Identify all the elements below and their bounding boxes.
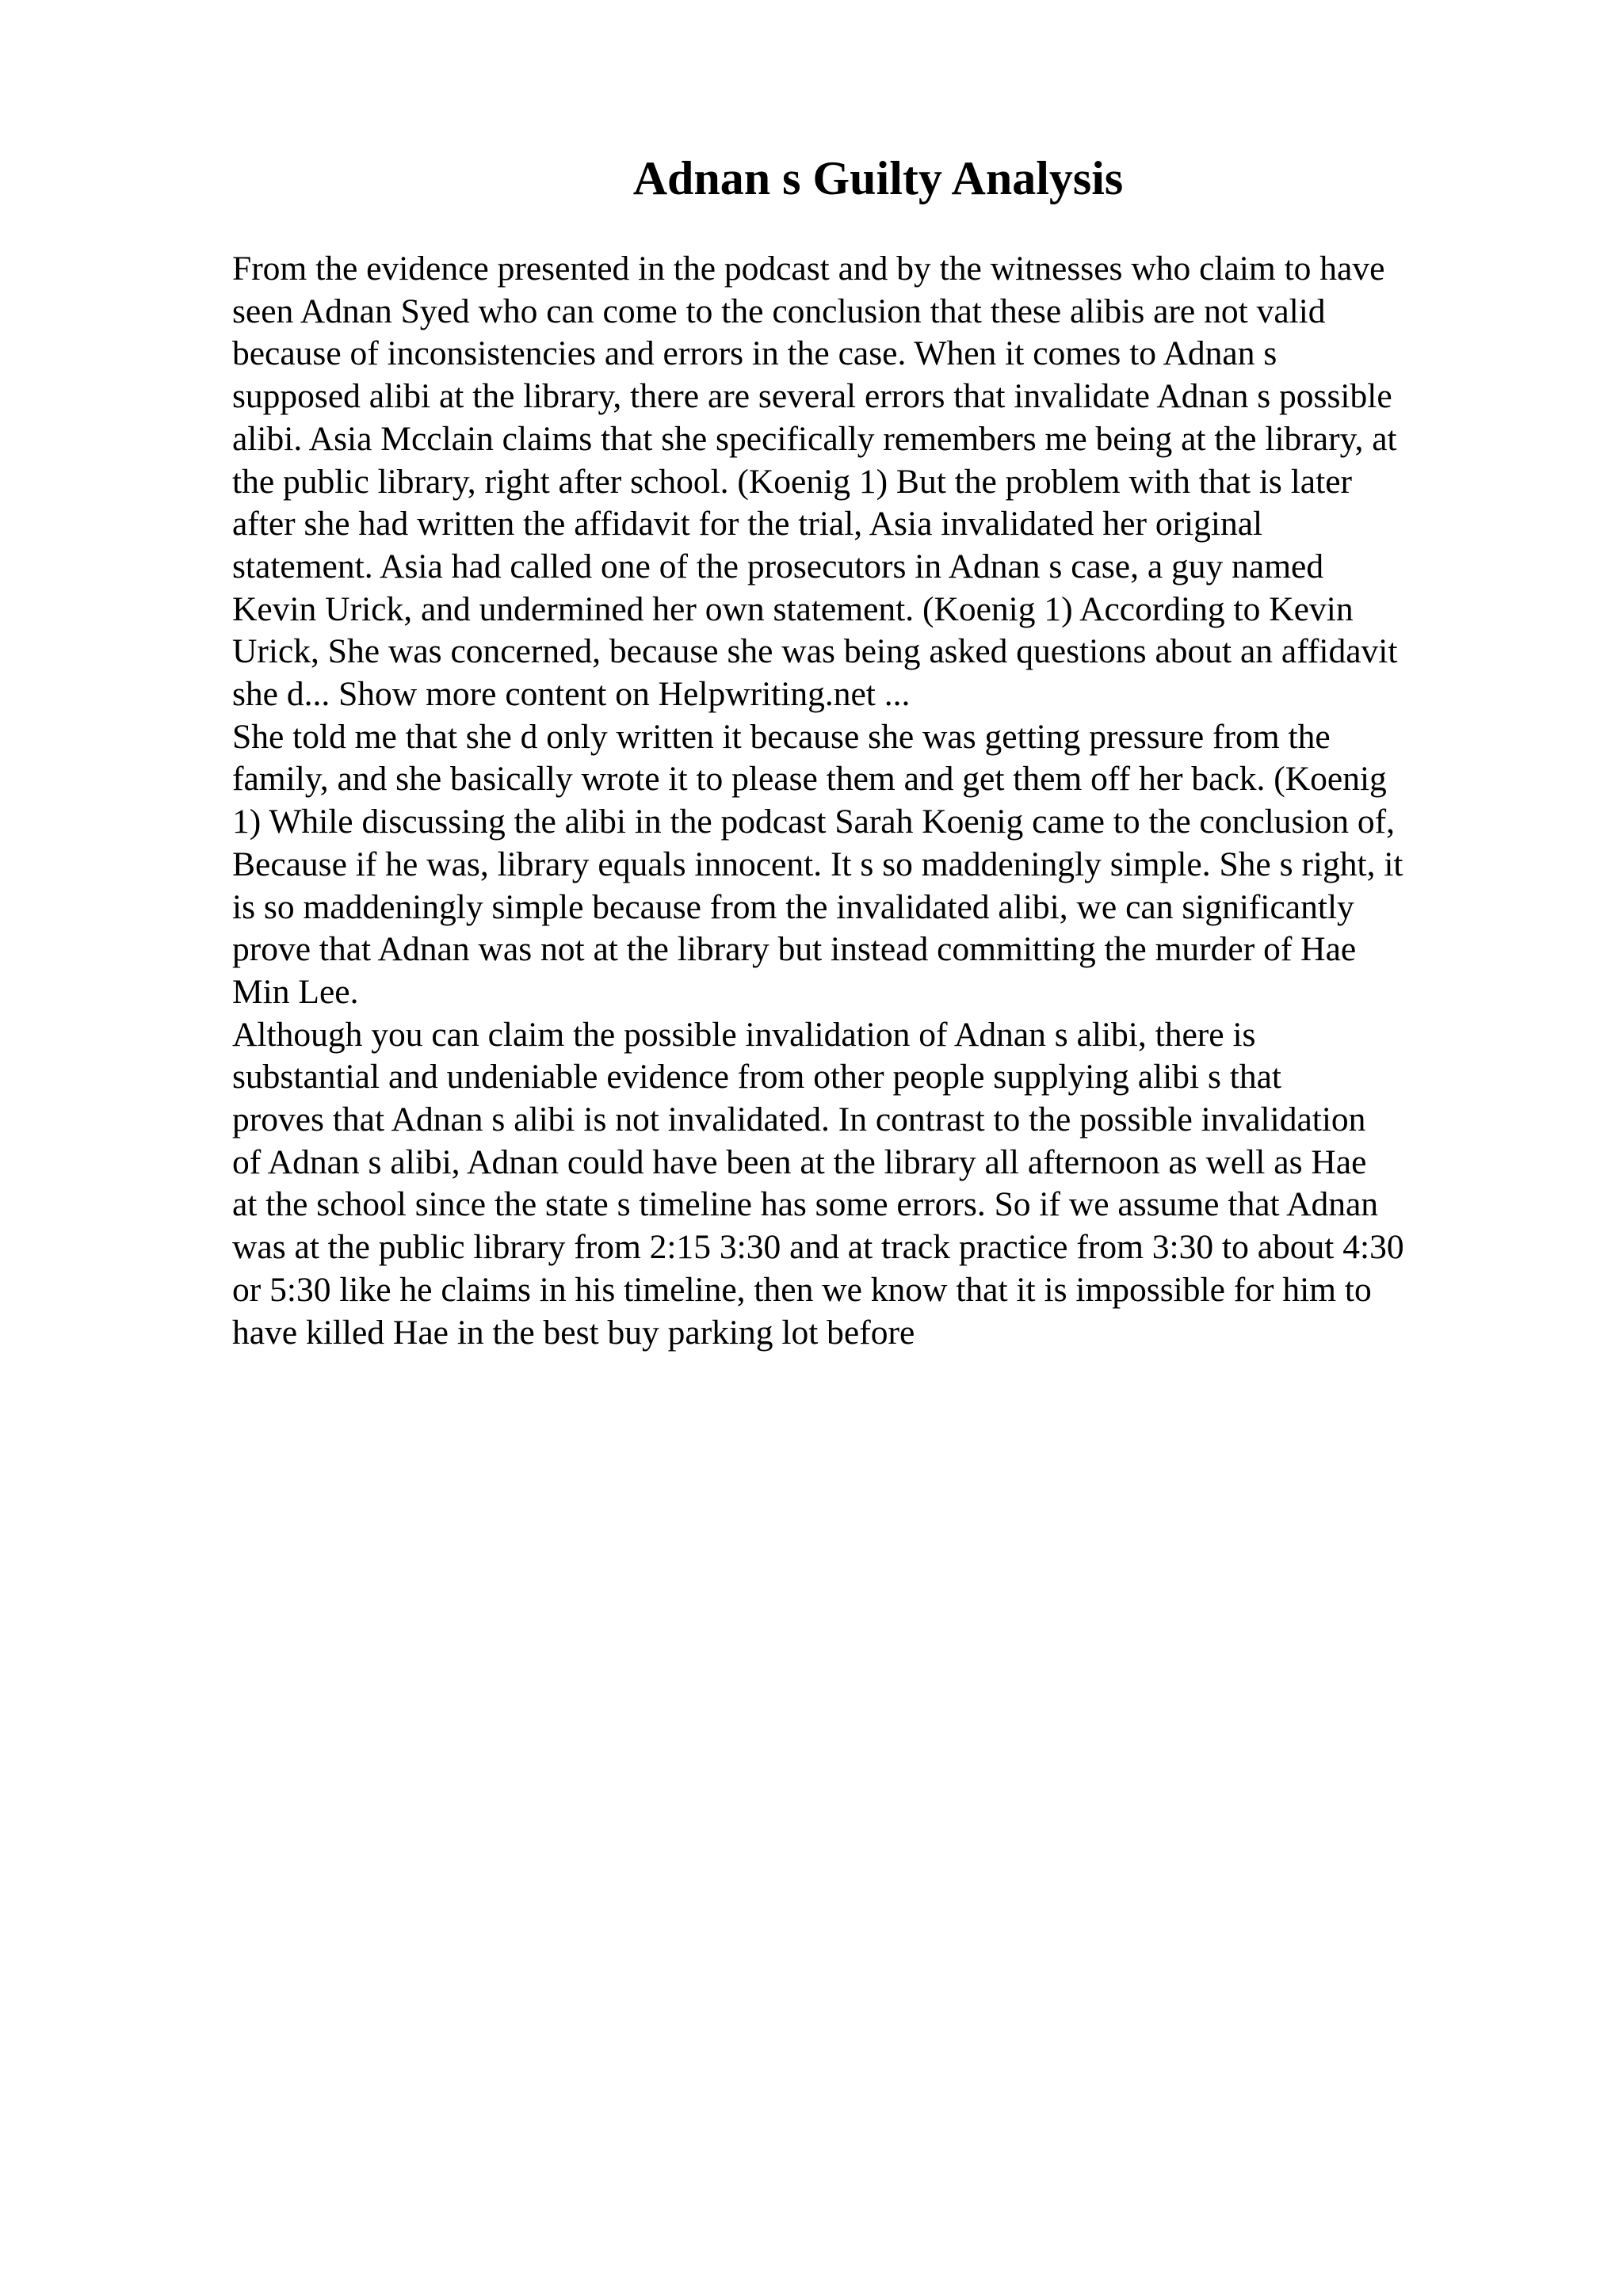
body-line: have killed Hae in the best buy parking lot before [232,1313,915,1352]
body-line: at the school since the state s timeline has some errors. So if we assume that Adnan [232,1185,1379,1224]
body-line: was at the public library from 2:15 3:30 and at track practice from 3:30 to about 4:30 [232,1228,1404,1267]
body-line: seen Adnan Syed who can come to the conclusion that these alibis are not valid [232,292,1326,330]
body-line: statement. Asia had called one of the prosecutors in Adnan s case, a guy named [232,547,1324,585]
body-line: after she had written the affidavit for the trial, Asia invalidated her original [232,505,1263,543]
body-line: proves that Adnan s alibi is not invalidated. In contrast to the possible invalidation [232,1100,1366,1139]
body-line: Urick, She was concerned, because she was being asked questions about an affidavit [232,632,1398,671]
body-line: Although you can claim the possible invalidation of Adnan s alibi, there is [232,1015,1256,1054]
body-line: prove that Adnan was not at the library but instead committing the murder of Hae [232,930,1357,969]
body-line: Min Lee. [232,972,359,1011]
body-line: supposed alibi at the library, there are several errors that invalidate Adnan s possible [232,377,1392,416]
body-line: or 5:30 like he claims in his timeline, then we know that it is impossible for him to [232,1270,1372,1309]
body-line: because of inconsistencies and errors in the case. When it comes to Adnan s [232,334,1277,373]
body-line: From the evidence presented in the podcast and by the witnesses who claim to have [232,250,1385,288]
body-line: She told me that she d only written it because she was getting pressure from the [232,717,1331,756]
body-line: she d... Show more content on Helpwriting.net ... [232,675,911,714]
body-line: 1) While discussing the alibi in the podcast Sarah Koenig came to the conclusion of, [232,803,1395,841]
document-body [232,248,1532,1354]
document-title: Adnan s Guilty Analysis [632,152,1124,204]
body-line: family, and she basically wrote it to please them and get them off her back. (Koenig [232,760,1387,799]
body-line: of Adnan s alibi, Adnan could have been at the library all afternoon as well as Hae [232,1142,1367,1181]
body-line: alibi. Asia Mcclain claims that she specifically remembers me being at the library, at [232,419,1397,458]
body-line: Kevin Urick, and undermined her own statement. (Koenig 1) According to Kevin [232,589,1354,628]
body-line: Because if he was, library equals innocent. It s so maddeningly simple. She s right, it [232,845,1403,883]
body-line: the public library, right after school. (Koenig 1) But the problem with that is later [232,462,1352,501]
body-line: substantial and undeniable evidence from other people supplying alibi s that [232,1058,1281,1097]
body-line: is so maddeningly simple because from the invalidated alibi, we can significantly [232,887,1354,926]
